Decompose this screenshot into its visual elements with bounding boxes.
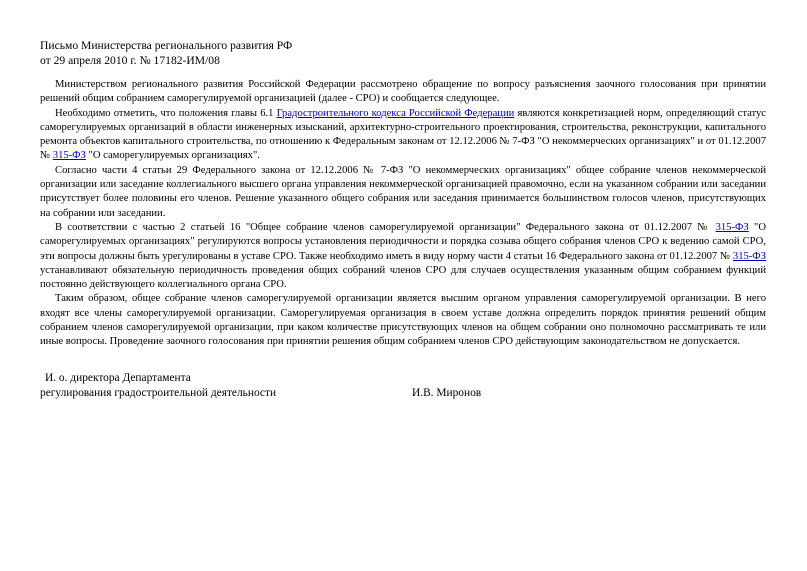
link-grad-code[interactable]: Градостроительного кодекса Российской Федерации: [276, 107, 515, 119]
paragraph-2-text-c: "О саморегулируемых организациях".: [85, 150, 260, 162]
link-315-fz[interactable]: 315-ФЗ: [715, 221, 749, 233]
link-315-fz[interactable]: 315-ФЗ: [732, 250, 766, 262]
paragraph-2-text-a: Необходимо отметить, что положения главы 6.1: [55, 107, 277, 119]
document-title: Письмо Министерства регионального развития РФ: [40, 39, 293, 52]
signatory-position: И. о. директора Департамента: [45, 371, 191, 384]
paragraph-4-text-b: "О саморегулируемых организациях" регулируются вопросы установления периодичности и порядка созыва общего собрания членов СРО к ведению самой СРО, эти вопросы должны быть урегулированы в уставе СРО. Также необходимо иметь в виду норму части 4 статьи 16 Федерального закона от 01.12.2007 №: [40, 221, 767, 262]
paragraph-2-text-b: являются конкретизацией норм, определяющий статус саморегулируемых организаций в области инженерных изысканий, архитектурно-строительного проектирования, строительства, реконструкции, капитального ремонта объектов капитального строительства, по отношению к Федеральным законам от 12.12.2006 № 7-ФЗ "О некоммерческих организациях" и от 01.12.2007 №: [40, 107, 766, 162]
document: [40, 38, 766, 401]
signatory-name: И.В. Миронов: [412, 386, 482, 399]
paragraph-4-text-a: В соответствии с частью 2 статьей 16 "Общее собрание членов саморегулируемой организации" Федерального закона от 01.12.2007 №: [55, 221, 716, 233]
paragraph-2: [40, 107, 766, 164]
paragraph-3: Согласно части 4 статьи 29 Федерального закона от 12.12.2006 № 7-ФЗ "О некоммерческих организациях" общее собрание членов некоммерческой организации или заседание коллегиального высшего органа управления некоммерческой организацией правомочно, если на указанном собрании или заседании присутствует более половины его членов. Решение указанного общего собрания или заседания принимается большинством голосов членов, присутствующих на собрании или заседании.: [40, 164, 766, 219]
paragraph-5: Таким образом, общее собрание членов саморегулируемой организации является высшим органом управления саморегулируемой организации. В него входят все члены саморегулируемой организации. Саморегулируемая организация в своем уставе должна определить порядок принятия решений общим собранием членов саморегулируемой организации, при каком количестве присутствующих членов на общем собрании оно полномочно рассматривать те или иные вопросы. Проведение заочного голосования при принятии решения общим собранием членов СРО действующим законодательством не допускается.: [40, 293, 766, 348]
document-date-number: от 29 апреля 2010 г. № 17182-ИМ/08: [40, 54, 220, 67]
paragraph-4: [40, 221, 766, 292]
document-header: [40, 38, 766, 68]
link-315-fz[interactable]: 315-ФЗ: [52, 150, 86, 162]
paragraph-4-text-c: устанавливают обязательную периодичность проведения общих собраний членов СРО для случаев осуществления указанным общим собранием функций постоянно действующего коллегиального органа СРО.: [40, 264, 766, 291]
paragraph-1: Министерством регионального развития Российской Федерации рассмотрено обращение по вопросу разъяснения заочного голосования при принятии решений общим собранием саморегулируемой организацией (далее - СРО) и сообщается следующее.: [40, 79, 766, 105]
signature-block: [40, 371, 766, 401]
signatory-department: регулирования градостроительной деятельности: [40, 386, 277, 399]
